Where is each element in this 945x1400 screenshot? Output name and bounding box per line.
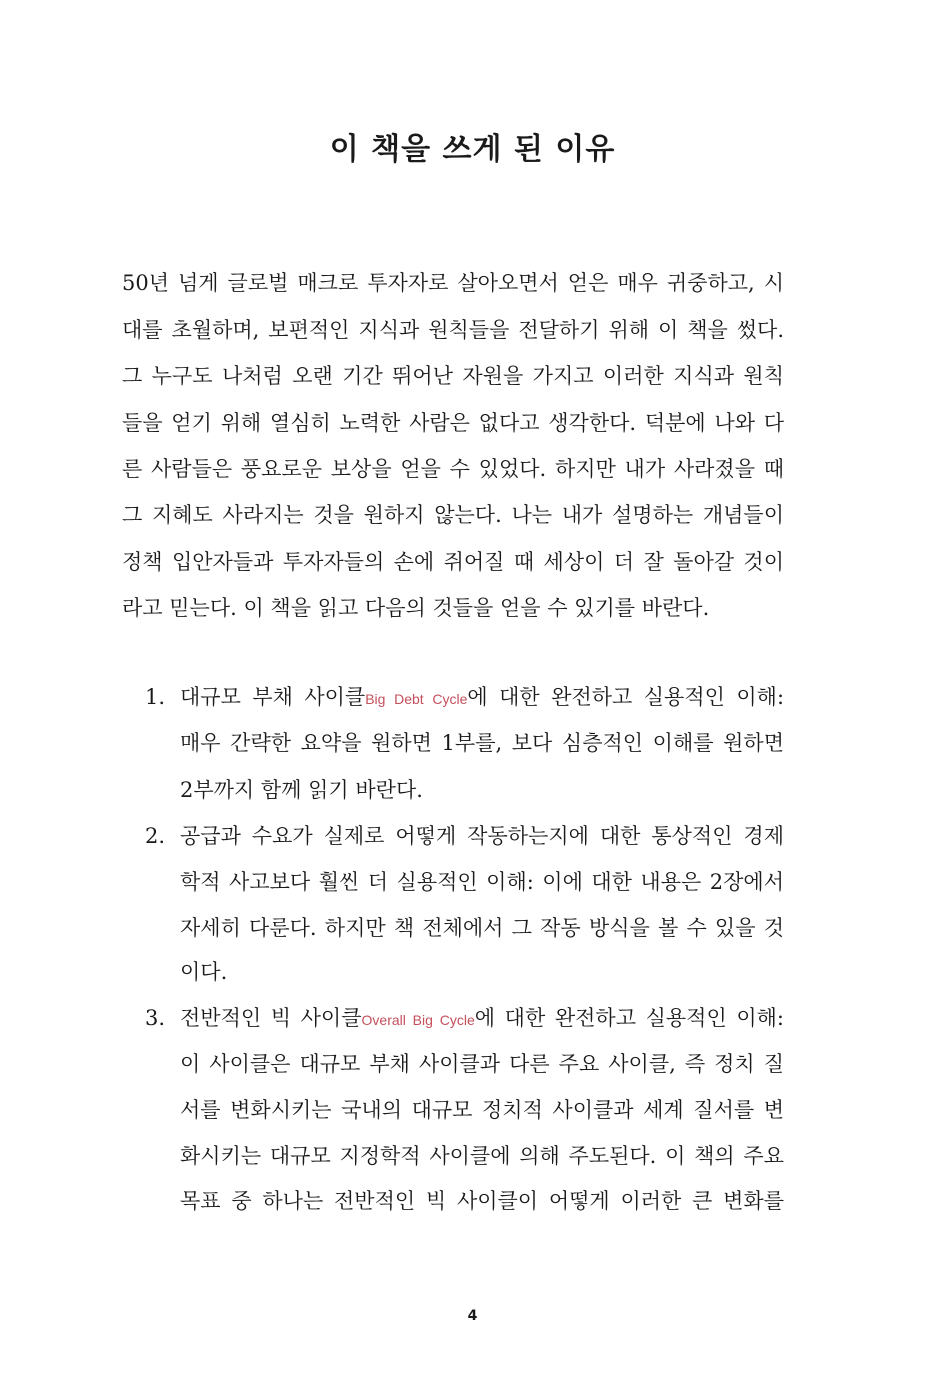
list-line: 공급과 수요가 실제로 어떻게 작동하는지에 대한 통상적인 경제 — [180, 824, 784, 848]
list-line: 이다. — [180, 960, 228, 984]
list-line: 화시키는 대규모 지정학적 사이클에 의해 주도된다. 이 책의 주요 — [180, 1144, 784, 1168]
list-line: 자세히 다룬다. 하지만 책 전체에서 그 작동 방식을 볼 수 있을 것 — [180, 916, 784, 940]
list-text: 대규모 부채 사이클 — [180, 685, 366, 709]
list-number: 1. — [145, 685, 166, 709]
paragraph-line: 라고 믿는다. 이 책을 읽고 다음의 것들을 얻을 수 있기를 바란다. — [122, 596, 710, 620]
list-line: 서를 변화시키는 국내의 대규모 정치적 사이클과 세계 질서를 변 — [180, 1098, 784, 1122]
paragraph-line: 그 누구도 나처럼 오랜 기간 뛰어난 자원을 가지고 이러한 지식과 원칙 — [122, 364, 784, 388]
english-term: Overall Big Cycle — [361, 1012, 475, 1028]
paragraph-line: 른 사람들은 풍요로운 보상을 얻을 수 있었다. 하지만 내가 사라졌을 때 — [122, 457, 784, 481]
list-text: 전반적인 빅 사이클 — [180, 1006, 362, 1030]
english-term: Big Debt Cycle — [365, 691, 468, 707]
list-text: 에 대한 완전하고 실용적인 이해: — [467, 685, 784, 709]
list-line — [180, 682, 784, 712]
paragraph-line: 50년 넘게 글로벌 매크로 투자자로 살아오면서 얻은 매우 귀중하고, 시 — [122, 271, 784, 295]
list-number: 3. — [145, 1006, 166, 1030]
list-text: 에 대한 완전하고 실용적인 이해: — [474, 1006, 784, 1030]
list-line: 매우 간략한 요약을 원하면 1부를, 보다 심층적인 이해를 원하면 — [180, 731, 784, 755]
list-line: 학적 사고보다 훨씬 더 실용적인 이해: 이에 대한 내용은 2장에서 — [180, 870, 784, 894]
list-number: 2. — [145, 824, 166, 848]
list-line: 목표 중 하나는 전반적인 빅 사이클이 어떻게 이러한 큰 변화를 — [180, 1189, 784, 1213]
list-line: 이 사이클은 대규모 부채 사이클과 다른 주요 사이클, 즉 정치 질 — [180, 1052, 784, 1076]
page-number: 4 — [467, 1308, 478, 1324]
paragraph-line: 대를 초월하며, 보편적인 지식과 원칙들을 전달하기 위해 이 책을 썼다. — [122, 318, 784, 342]
list-line — [180, 1003, 784, 1033]
page-title: 이 책을 쓰게 된 이유 — [329, 132, 616, 167]
paragraph-line: 정책 입안자들과 투자자들의 손에 쥐어질 때 세상이 더 잘 돌아갈 것이 — [122, 550, 784, 574]
list-line: 2부까지 함께 읽기 바란다. — [180, 778, 423, 802]
paragraph-line: 들을 얻기 위해 열심히 노력한 사람은 없다고 생각한다. 덕분에 나와 다 — [122, 411, 784, 435]
paragraph-line: 그 지혜도 사라지는 것을 원하지 않는다. 나는 내가 설명하는 개념들이 — [122, 503, 784, 527]
